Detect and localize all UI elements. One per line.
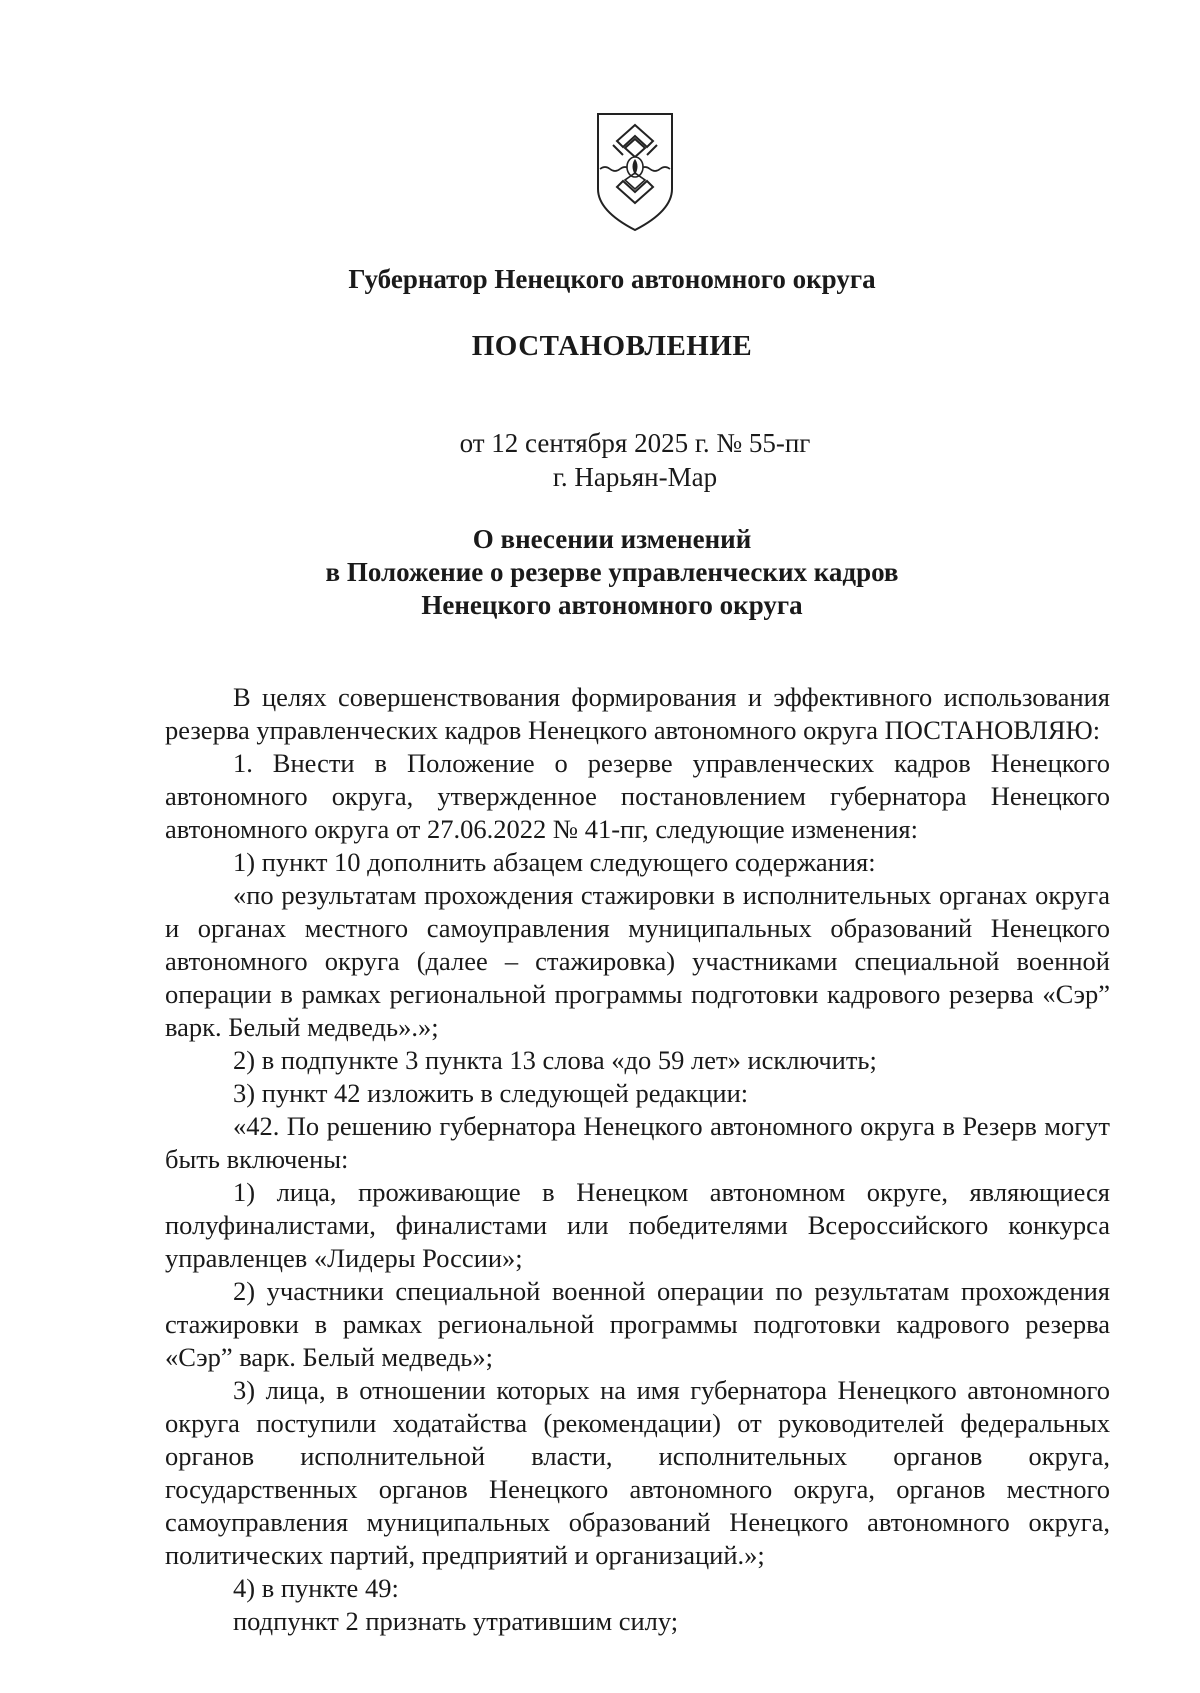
coat-of-arms-icon	[595, 111, 675, 233]
paragraph-subitem-4: 4) в пункте 49:	[233, 1573, 399, 1603]
document-type-title: ПОСТАНОВЛЕНИЕ	[471, 330, 753, 362]
document-subject	[0, 523, 1200, 622]
paragraph-subitem-3: 3) пункт 42 изложить в следующей редакции:	[233, 1078, 749, 1108]
document-body	[165, 681, 1110, 1638]
paragraph-42-item-3: 3) лица, в отношении которых на имя губернатора Ненецкого автономного округа поступили ходатайства (рекомендации) от руководителей федеральных органов исполнительной власти, исполнительных органов округа, государственных органов Ненецкого автономного округа, органов местного самоуправления муниципальных образований Ненецкого автономного округа, политических партий, предприятий и организаций.»;	[165, 1375, 1110, 1570]
paragraph-quote-42: «42. По решению губернатора Ненецкого автономного округа в Резерв могут быть включены:	[165, 1111, 1110, 1174]
paragraph-item-1: 1. Внести в Положение о резерве управленческих кадров Ненецкого автономного округа, утвержденное постановлением губернатора Ненецкого автономного округа от 27.06.2022 № 41-пг, следующие изменения:	[165, 748, 1110, 844]
date-number: от 12 сентября 2025 г. № 55-пг	[459, 428, 811, 458]
paragraph-subitem-2: 2) в подпункте 3 пункта 13 слова «до 59 лет» исключить;	[233, 1045, 877, 1075]
paragraph-quote-1: «по результатам прохождения стажировки в исполнительных органах округа и органах местного самоуправления муниципальных образований Ненецкого автономного округа (далее – стажировка) участниками специальной военной операции в рамках региональной программы подготовки кадрового резерва «Сэр” варк. Белый медведь».»;	[165, 880, 1110, 1042]
paragraph-preamble: В целях совершенствования формирования и эффективного использования резерва управленческих кадров Ненецкого автономного округа ПОСТАНОВЛЯЮ:	[165, 682, 1110, 745]
city: г. Нарьян-Мар	[552, 462, 718, 492]
subject-line-3: Ненецкого автономного округа	[421, 590, 803, 620]
paragraph-42-item-2: 2) участники специальной военной операции по результатам прохождения стажировки в рамках региональной программы подготовки кадрового резерва «Сэр” варк. Белый медведь»;	[165, 1276, 1110, 1372]
subject-line-2: в Положение о резерве управленческих кадров	[325, 557, 899, 587]
subject-line-1: О внесении изменений	[472, 524, 752, 554]
paragraph-subitem-1: 1) пункт 10 дополнить абзацем следующего содержания:	[233, 847, 876, 877]
issuer-heading: Губернатор Ненецкого автономного округа	[348, 264, 876, 294]
paragraph-49-sub-2: подпункт 2 признать утратившим силу;	[233, 1606, 679, 1636]
paragraph-42-item-1: 1) лица, проживающие в Ненецком автономном округе, являющиеся полуфиналистами, финалистами или победителями Всероссийского конкурса управленцев «Лидеры России»;	[165, 1177, 1110, 1273]
